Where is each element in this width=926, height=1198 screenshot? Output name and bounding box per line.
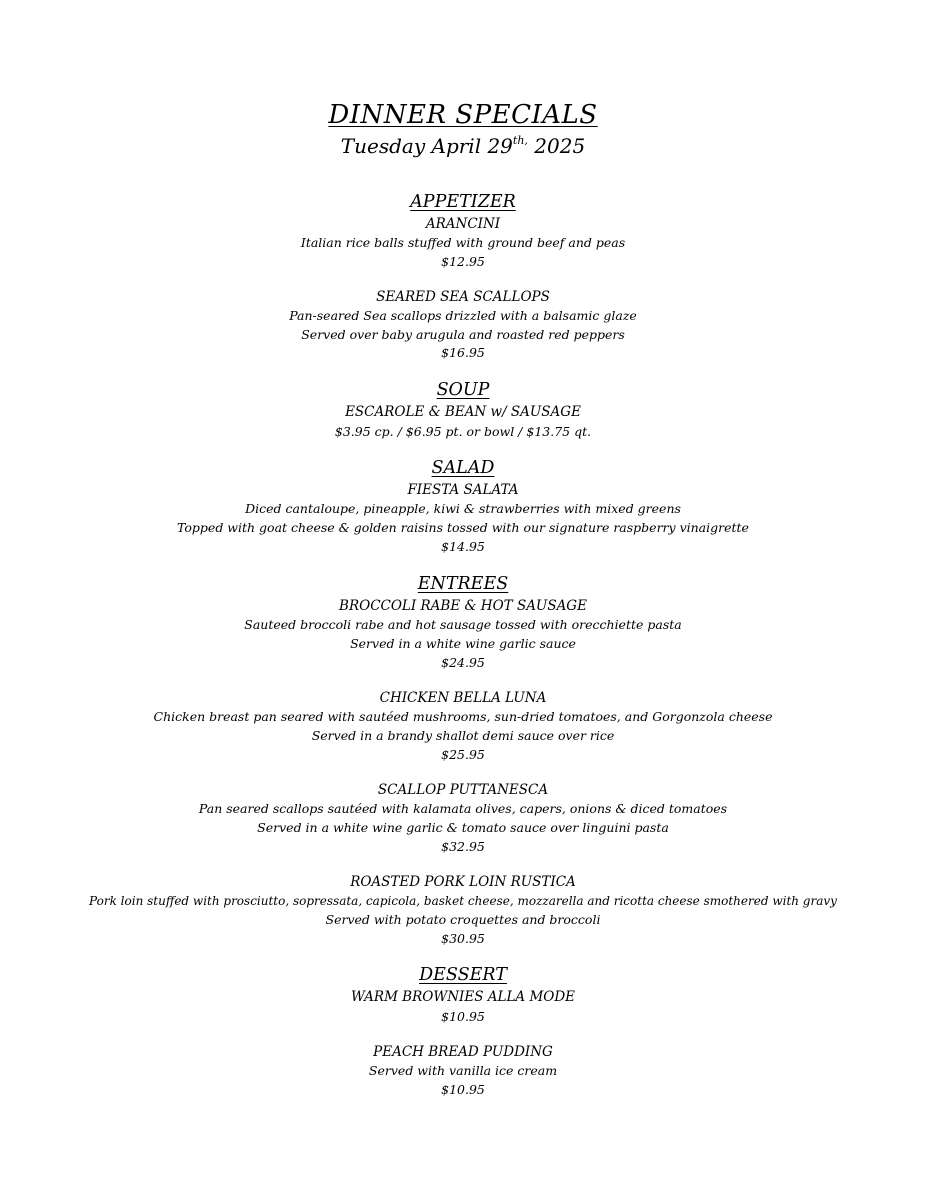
page-title: DINNER SPECIALS bbox=[328, 100, 598, 130]
menu-item-price: $25.95 bbox=[441, 747, 485, 762]
menu-item-price: $30.95 bbox=[441, 931, 485, 946]
menu-item-description: Italian rice balls stuffed with ground beef and peas bbox=[300, 235, 626, 250]
menu-item-price: $12.95 bbox=[441, 254, 485, 269]
menu-item-name: PEACH BREAD PUDDING bbox=[373, 1044, 553, 1060]
menu-item-name: BROCCOLI RABE & HOT SAUSAGE bbox=[339, 598, 587, 614]
menu-item-description: Sauteed broccoli rabe and hot sausage tossed with orecchiette pasta bbox=[244, 617, 682, 632]
menu-item-description: Served in a white wine garlic & tomato sauce over linguini pasta bbox=[257, 820, 669, 835]
menu-item-price: $16.95 bbox=[441, 345, 485, 360]
menu-item-description: Chicken breast pan seared with sautéed mushrooms, sun-dried tomatoes, and Gorgonzola cheese bbox=[153, 709, 773, 724]
menu-item-price: $10.95 bbox=[441, 1082, 485, 1097]
menu-item-description: Served in a white wine garlic sauce bbox=[350, 636, 576, 651]
menu-item-name: CHICKEN BELLA LUNA bbox=[379, 690, 547, 706]
date-ordinal: th, bbox=[512, 134, 528, 147]
menu-item-description: Topped with goat cheese & golden raisins tossed with our signature raspberry vinaigrette bbox=[177, 520, 749, 535]
menu-item-price: $3.95 cp. / $6.95 pt. or bowl / $13.75 qt. bbox=[334, 424, 592, 439]
menu-item-description: Diced cantaloupe, pineapple, kiwi & strawberries with mixed greens bbox=[245, 501, 681, 516]
menu-item-description: Pan seared scallops sautéed with kalamata olives, capers, onions & diced tomatoes bbox=[198, 801, 728, 816]
menu-item-description: Pork loin stuffed with prosciutto, sopressata, capicola, basket cheese, mozzarella and ricotta cheese smothered with gravy bbox=[89, 894, 837, 908]
date-text: Tuesday April 29 bbox=[340, 134, 513, 158]
menu-item-name: SEARED SEA SCALLOPS bbox=[376, 289, 550, 305]
menu-item-description: Served with potato croquettes and broccoli bbox=[325, 912, 601, 927]
section-heading-entrees: ENTREES bbox=[417, 574, 509, 594]
section-heading-dessert: DESSERT bbox=[419, 965, 507, 985]
menu-item-price: $14.95 bbox=[441, 539, 485, 554]
menu-item-description: Pan-seared Sea scallops drizzled with a balsamic glaze bbox=[289, 308, 637, 323]
menu-item-price: $32.95 bbox=[441, 839, 485, 854]
section-heading-salad: SALAD bbox=[431, 458, 495, 478]
menu-item-name: SCALLOP PUTTANESCA bbox=[377, 782, 549, 798]
section-heading-appetizer: APPETIZER bbox=[410, 192, 516, 212]
menu-item-description: Served in a brandy shallot demi sauce over rice bbox=[311, 728, 615, 743]
menu-item-description: Served with vanilla ice cream bbox=[368, 1063, 558, 1078]
menu-item-description: Served over baby arugula and roasted red peppers bbox=[301, 327, 625, 342]
section-heading-soup: SOUP bbox=[436, 380, 490, 400]
menu-item-name: FIESTA SALATA bbox=[407, 482, 519, 498]
menu-item-name: WARM BROWNIES ALLA MODE bbox=[350, 989, 576, 1005]
menu-item-name: ROASTED PORK LOIN RUSTICA bbox=[350, 874, 576, 890]
menu-item-price: $24.95 bbox=[441, 655, 485, 670]
date-year: 2025 bbox=[534, 134, 586, 158]
menu-item-name: ESCAROLE & BEAN w/ SAUSAGE bbox=[345, 404, 581, 420]
menu-item-price: $10.95 bbox=[441, 1009, 485, 1024]
menu-item-name: ARANCINI bbox=[425, 216, 501, 232]
menu-date bbox=[0, 135, 926, 156]
